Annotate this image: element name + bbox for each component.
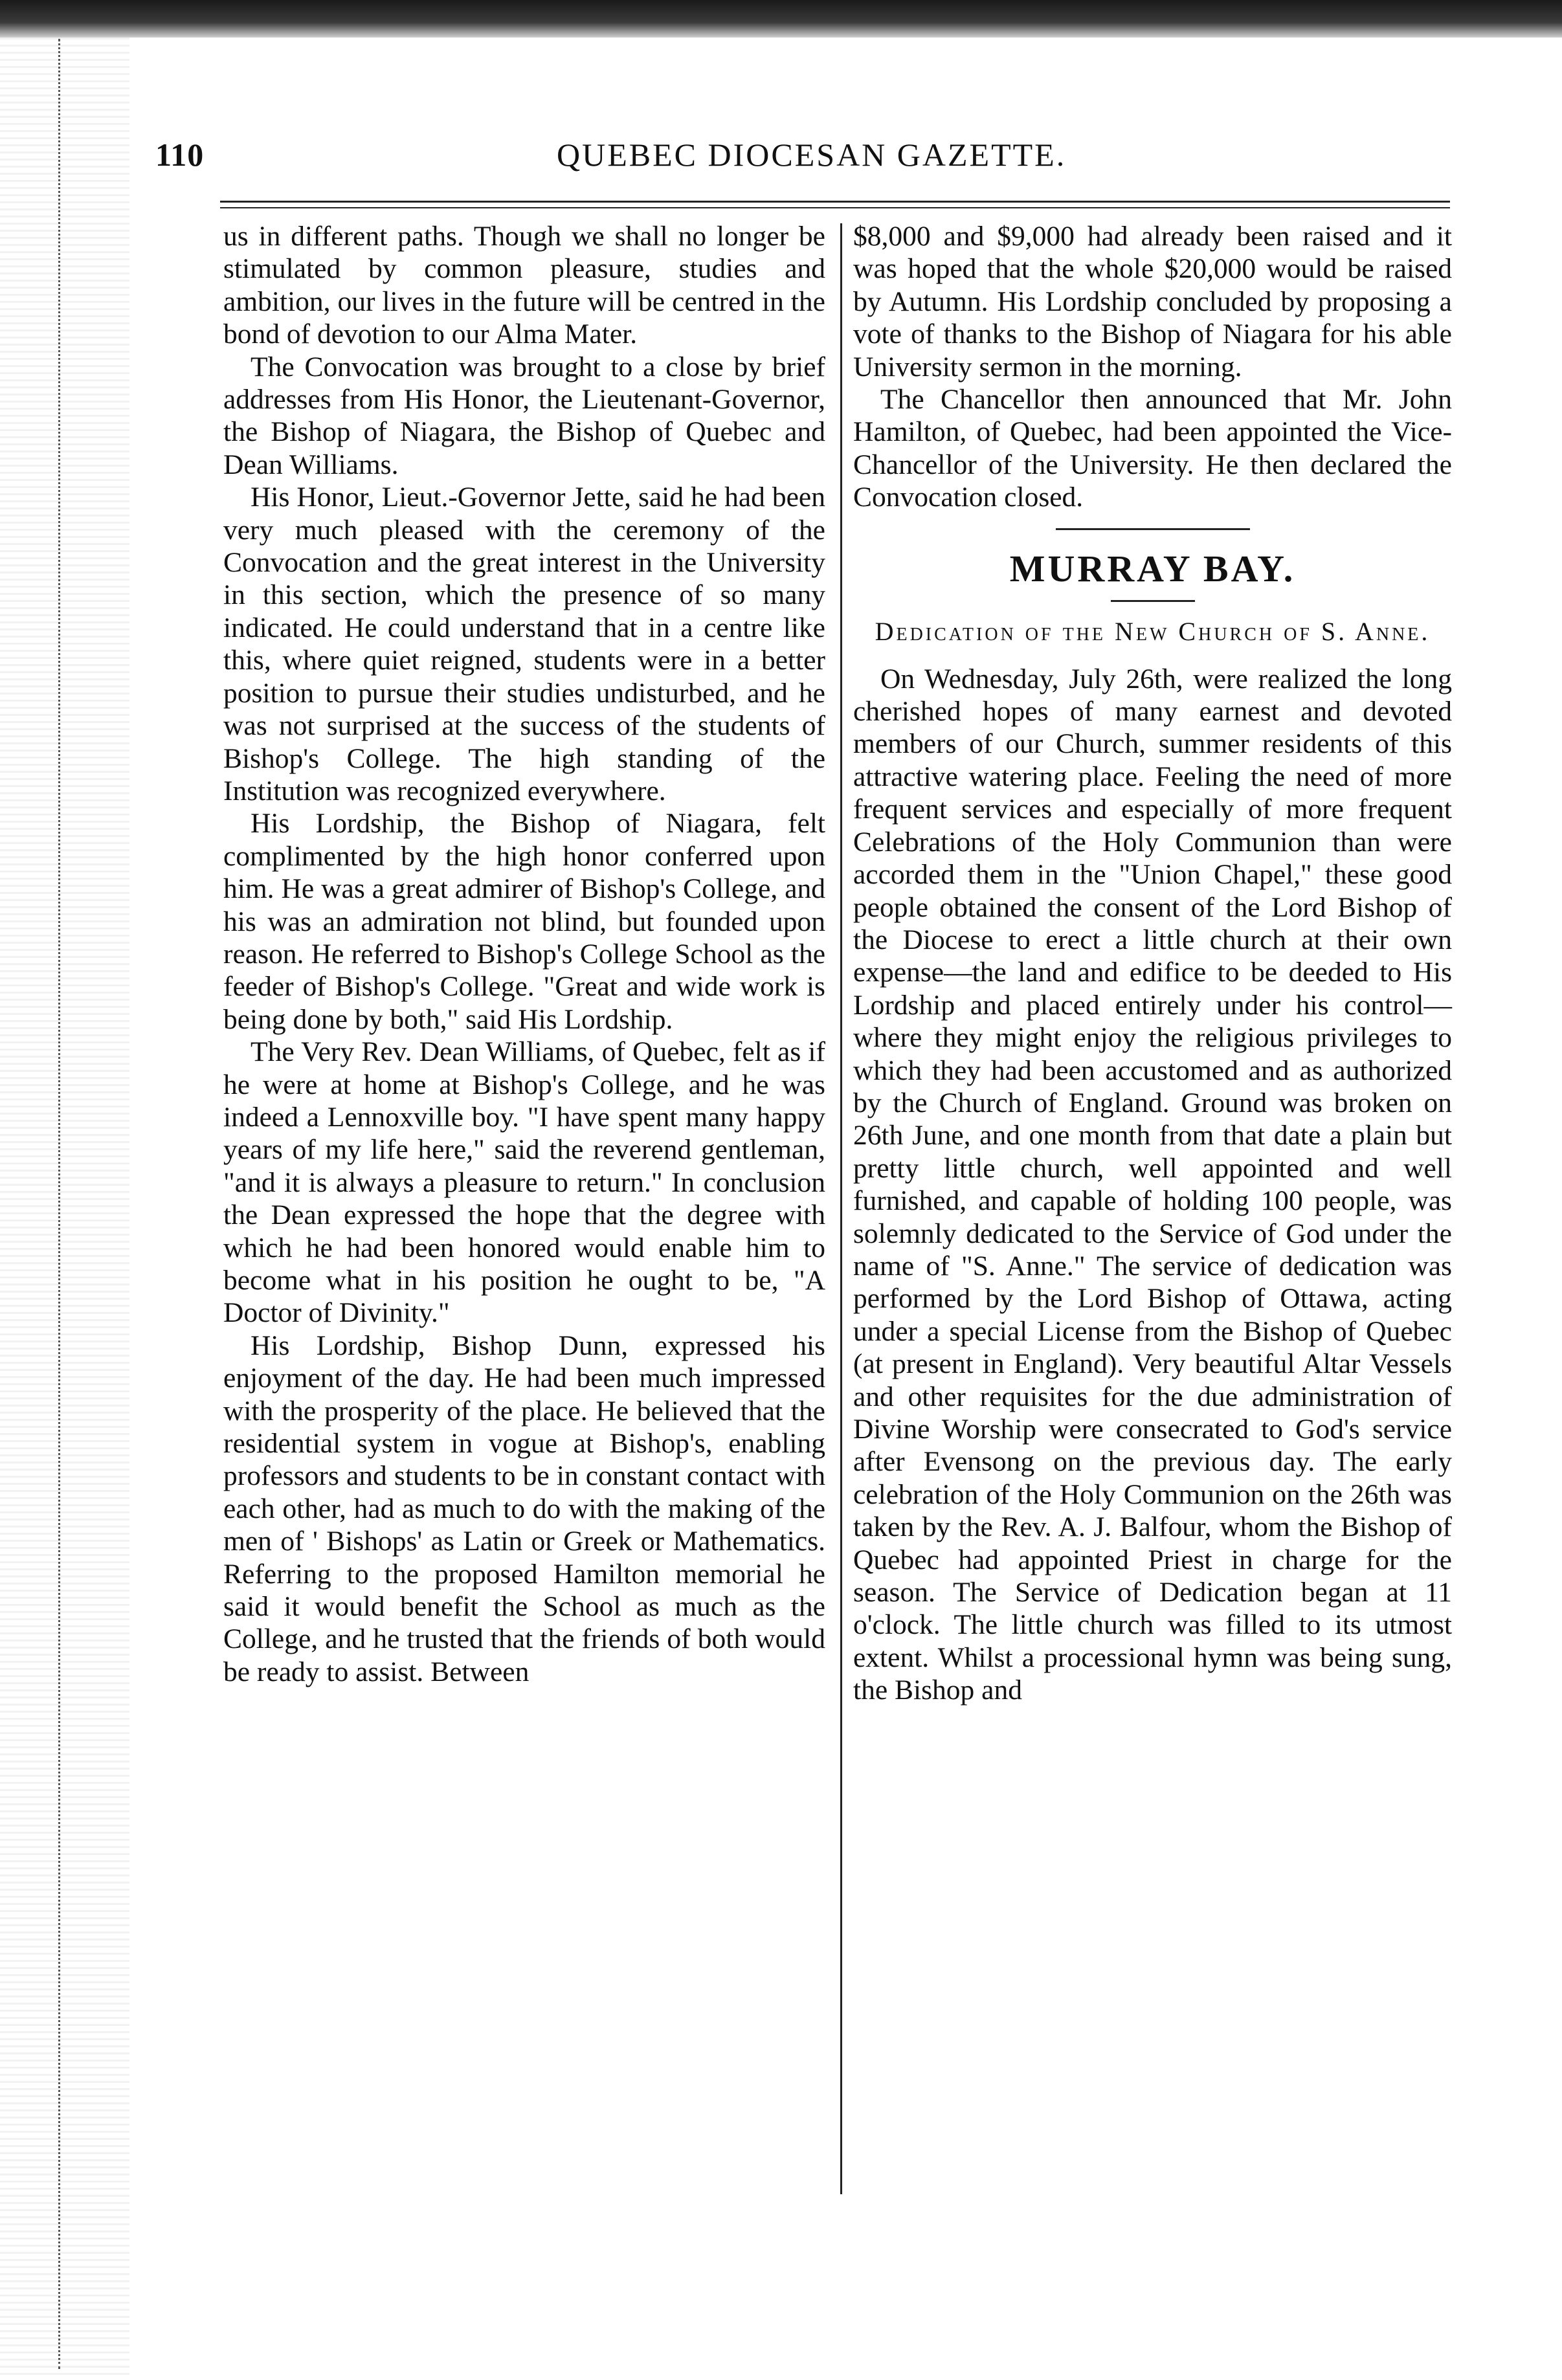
section-title: MURRAY BAY.: [1009, 547, 1296, 590]
header-rule-thin: [220, 207, 1450, 208]
left-column: [223, 220, 825, 1688]
title-rule: [1111, 600, 1195, 602]
paragraph: The Very Rev. Dean Williams, of Quebec, felt as if he were at home at Bishop's College, and he was indeed a Lennoxville boy. "I have spent many happy years of my life here," said the reverend gentleman, "and it is always a pleasure to return." In conclusion the Dean expressed the hope that the degree with which he had been honored would enable him to become what in his position he ought to be, "A Doctor of Divinity.": [223, 1036, 825, 1329]
paragraph: On Wednesday, July 26th, were realized the long cherished hopes of many earnest and devoted members of our Church, summer residents of this attractive watering place. Feeling the need of more frequent services and especially of more frequent Celebrations of the Holy Communion than were accorded them in the "Union Chapel," these good people obtained the consent of the Lord Bishop of the Diocese to erect a little church at their own expense—the land and edifice to be deeded to His Lordship and placed entirely under his control—where they might enjoy the religious privileges to which they had been accustomed and as authorized by the Church of England. Ground was broken on 26th June, and one month from that date a plain but pretty little church, well appointed and well furnished, and capable of holding 100 people, was solemnly dedicated to the Service of God under the name of "S. Anne." The service of dedication was performed by the Lord Bishop of Ottawa, acting under a special License from the Bishop of Quebec (at present in England). Very beautiful Altar Vessels and other requisites for the due administration of Divine Worship were consecrated to God's service after Evensong on the previous day. The early celebration of the Holy Communion on the 26th was taken by the Rev. A. J. Balfour, whom the Bishop of Quebec had appointed Priest in charge for the season. The Service of Dedication began at 11 o'clock. The little church was filled to its utmost extent. Whilst a processional hymn was being sung, the Bishop and: [853, 663, 1452, 1706]
running-title: QUEBEC DIOCESAN GAZETTE.: [557, 137, 1067, 173]
column-divider: [840, 223, 842, 2194]
paragraph: The Chancellor then announced that Mr. John Hamilton, of Quebec, had been appointed the Vice-Chancellor of the University. He then declared the Convocation closed.: [853, 384, 1452, 513]
paragraph: The Convocation was brought to a close by brief addresses from His Honor, the Lieutenant-Governor, the Bishop of Niagara, the Bishop of Quebec and Dean Williams.: [223, 351, 825, 480]
header-rule: [220, 201, 1450, 203]
scan-top-edge: [0, 0, 1562, 38]
paragraph: us in different paths. Though we shall no longer be stimulated by common pleasure, studies and ambition, our lives in the future will be centred in the bond of devotion to our Alma Mater.: [223, 221, 825, 350]
paragraph: His Lordship, the Bishop of Niagara, felt complimented by the high honor conferred upon him. He was a great admirer of Bishop's College, and his was an admiration not blind, but founded upon reason. He referred to Bishop's College School as the feeder of Bishop's College. "Great and wide work is being done by both," said His Lordship.: [223, 808, 825, 1035]
right-column: [853, 220, 1452, 1707]
paragraph: $8,000 and $9,000 had already been raised and it was hoped that the whole $20,000 would be raised by Autumn. His Lordship concluded by proposing a vote of thanks to the Bishop of Niagara for his able University sermon in the morning.: [853, 221, 1452, 383]
page-number: 110: [155, 137, 205, 173]
paragraph: His Honor, Lieut.-Governor Jette, said he had been very much pleased with the ceremony of the Convocation and the great interest in the University in this section, which the presence of so many indicated. He could understand that in a centre like this, where quiet reigned, students were in a better position to pursue their studies undisturbed, and he was not surprised at the success of the students of Bishop's College. The high standing of the Institution was recognized everywhere.: [223, 482, 825, 806]
scan-left-margin-bleed: [0, 38, 129, 2380]
section-rule: [1056, 528, 1250, 530]
section-subtitle: Dedication of the New Church of S. Anne.: [875, 616, 1431, 646]
scan-left-margin-dots: [58, 39, 62, 2369]
paragraph: His Lordship, Bishop Dunn, expressed his enjoyment of the day. He had been much impressed with the prosperity of the place. He believed that the residential system in vogue at Bishop's, enabling professors and students to be in constant contact with each other, had as much to do with the making of the men of ' Bishops' as Latin or Greek or Mathematics. Referring to the proposed Hamilton memorial he said it would benefit the School as much as the College, and he trusted that the friends of both would be ready to assist. Between: [223, 1329, 825, 1687]
